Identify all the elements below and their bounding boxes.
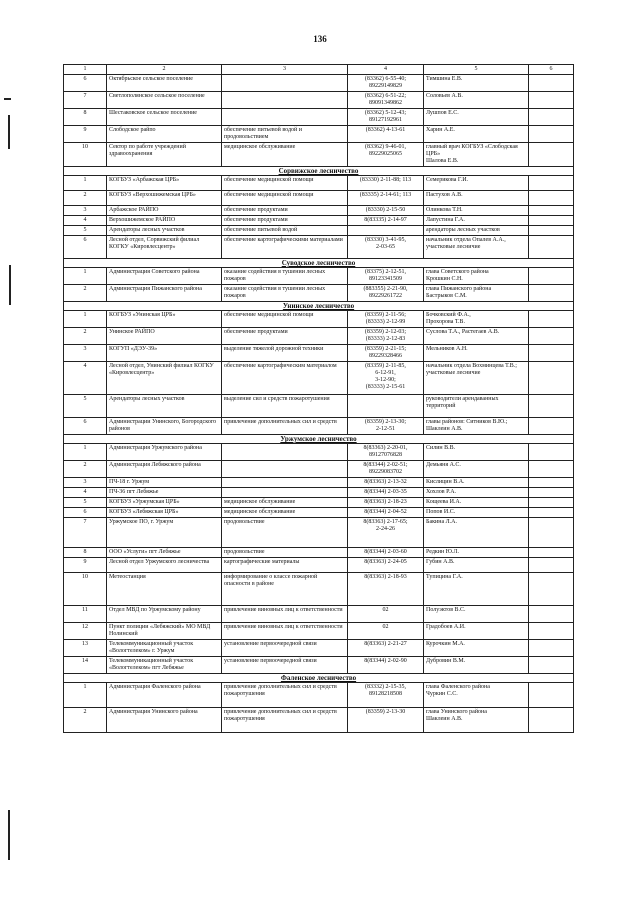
table-row bbox=[64, 395, 574, 418]
organization-name: Октябрьское сельское поселение bbox=[107, 75, 222, 92]
service-type: привлечение дополнительных сил и средств bbox=[222, 418, 348, 435]
organization-name: Администрация Фаленского района bbox=[107, 683, 222, 708]
notes-cell bbox=[529, 143, 574, 167]
phone-number: (83359) 2-13-30; 2-12-51 bbox=[348, 418, 424, 435]
notes-cell bbox=[529, 518, 574, 548]
column-header: 1 bbox=[64, 65, 107, 75]
table-row bbox=[64, 126, 574, 143]
notes-cell bbox=[529, 109, 574, 126]
organization-name: Администрация Лебяжского района bbox=[107, 461, 222, 478]
organization-name: КОГБУЗ «Арбажская ЦРБ» bbox=[107, 176, 222, 191]
row-number: 2 bbox=[64, 328, 107, 345]
contact-person: Губин А.В. bbox=[424, 558, 529, 573]
contact-person: Кислицин В.А. bbox=[424, 478, 529, 488]
row-number: 7 bbox=[64, 92, 107, 109]
contact-person: начальник отдела Вохминцева Т.В.; участковые лесничие bbox=[424, 362, 529, 395]
phone-number: 8(83363) 2-21-27 bbox=[348, 640, 424, 657]
table-row bbox=[64, 191, 574, 206]
organization-name: Арендаторы лесных участков bbox=[107, 395, 222, 418]
service-type: оказание содействия в тушении лесных пожаров bbox=[222, 285, 348, 302]
row-number: 5 bbox=[64, 226, 107, 236]
organization-name: Администрации Унинского, Богородского районов bbox=[107, 418, 222, 435]
row-number: 12 bbox=[64, 623, 107, 640]
phone-number bbox=[348, 226, 424, 236]
row-number: 3 bbox=[64, 478, 107, 488]
organization-name: Лесной отдел, Унинский филиал КОГКУ «Кировлесцентр» bbox=[107, 362, 222, 395]
contact-person: Бочковский Ф.А., Прохорова Т.В. bbox=[424, 311, 529, 328]
phone-number: 8(83344) 2-04-52 bbox=[348, 508, 424, 518]
organization-name: Пункт полиции «Лебяжский» МО МВД Нолинский bbox=[107, 623, 222, 640]
phone-number: (83362) 4-13-61 bbox=[348, 126, 424, 143]
notes-cell bbox=[529, 362, 574, 395]
contact-person: главный врач КОГБУЗ «Слободская ЦРБ» Шалова Е.В. bbox=[424, 143, 529, 167]
phone-number: (83330) 2-11-88; 113 bbox=[348, 176, 424, 191]
table-row bbox=[64, 328, 574, 345]
notes-cell bbox=[529, 216, 574, 226]
notes-cell bbox=[529, 478, 574, 488]
notes-cell bbox=[529, 311, 574, 328]
contact-person: Демьяня А.С. bbox=[424, 461, 529, 478]
organization-name: Лесной отдел, Сорвижский филиал КОГКУ «Кировлесцентр» bbox=[107, 236, 222, 259]
row-number: 2 bbox=[64, 285, 107, 302]
row-number: 2 bbox=[64, 708, 107, 733]
organization-name: Администрация Советского района bbox=[107, 268, 222, 285]
service-type: привлечение виновных лиц к ответственности bbox=[222, 606, 348, 623]
service-type: обеспечение питьевой водой bbox=[222, 226, 348, 236]
notes-cell bbox=[529, 328, 574, 345]
row-number: 8 bbox=[64, 548, 107, 558]
organization-name: Уржумское ПО, г. Уржум bbox=[107, 518, 222, 548]
table-header-row bbox=[64, 65, 574, 75]
table-row bbox=[64, 285, 574, 302]
row-number: 6 bbox=[64, 508, 107, 518]
phone-number: (83362) 9-46-01, 89229025065 bbox=[348, 143, 424, 167]
contact-person: Тимшина Е.В. bbox=[424, 75, 529, 92]
column-header: 5 bbox=[424, 65, 529, 75]
phone-number: (83362) 6-51-22; 89091349862 bbox=[348, 92, 424, 109]
notes-cell bbox=[529, 573, 574, 606]
organization-name: Верхошижемское РАЙПО bbox=[107, 216, 222, 226]
service-type: медицинское обслуживание bbox=[222, 508, 348, 518]
phone-number: (83335) 2-14-61; 113 bbox=[348, 191, 424, 206]
phone-number: 8(83335) 2-14-97 bbox=[348, 216, 424, 226]
organization-name: КОГБУЗ «Уржумская ЦРБ» bbox=[107, 498, 222, 508]
scan-edge-mark bbox=[4, 98, 11, 100]
section-title: Суводское лесничество bbox=[281, 259, 356, 267]
contact-person: руководители арендаванных территорий bbox=[424, 395, 529, 418]
service-type: обеспечение медицинской помощи bbox=[222, 311, 348, 328]
table-body bbox=[64, 65, 574, 733]
row-number: 2 bbox=[64, 461, 107, 478]
contact-person: глава Фаленского района Чуркин С.С. bbox=[424, 683, 529, 708]
service-type: привлечение дополнительных сил и средств пожаротушения bbox=[222, 683, 348, 708]
row-number: 2 bbox=[64, 191, 107, 206]
table-row bbox=[64, 478, 574, 488]
phone-number: (83332) 2-15-35, 89128218508 bbox=[348, 683, 424, 708]
row-number: 1 bbox=[64, 268, 107, 285]
service-type: привлечение дополнительных сил и средств пожаротушения bbox=[222, 708, 348, 733]
section-heading bbox=[64, 167, 574, 176]
section-heading-row bbox=[64, 302, 574, 311]
table-row bbox=[64, 623, 574, 640]
table-row bbox=[64, 461, 574, 478]
contact-person: Олинкова Т.Н. bbox=[424, 206, 529, 216]
row-number: 7 bbox=[64, 518, 107, 548]
row-number: 9 bbox=[64, 126, 107, 143]
organization-name: Арбажское РАЙПО bbox=[107, 206, 222, 216]
notes-cell bbox=[529, 191, 574, 206]
scan-edge-mark bbox=[9, 265, 11, 305]
notes-cell bbox=[529, 236, 574, 259]
phone-number: (83359) 2-11-56; (83333) 2-12-99 bbox=[348, 311, 424, 328]
notes-cell bbox=[529, 345, 574, 362]
organization-name: Лесной отдел Уржумского лесничества bbox=[107, 558, 222, 573]
organization-name: КОГБУЗ «Унинская ЦРБ» bbox=[107, 311, 222, 328]
row-number: 4 bbox=[64, 362, 107, 395]
row-number: 1 bbox=[64, 176, 107, 191]
phone-number: (83362) 6-55-40; 89229149829 bbox=[348, 75, 424, 92]
service-type: обеспечение картографическим материалом bbox=[222, 362, 348, 395]
service-type bbox=[222, 109, 348, 126]
table-row bbox=[64, 226, 574, 236]
row-number: 8 bbox=[64, 109, 107, 126]
notes-cell bbox=[529, 623, 574, 640]
organization-name: Арендаторы лесных участков bbox=[107, 226, 222, 236]
row-number: 6 bbox=[64, 75, 107, 92]
contact-person: Лушпов Е.С. bbox=[424, 109, 529, 126]
table-row bbox=[64, 518, 574, 548]
phone-number: (83359) 2-21-15; 89229328466 bbox=[348, 345, 424, 362]
service-type: обеспечение продуктами bbox=[222, 206, 348, 216]
organization-name: Светлополянское сельское поселение bbox=[107, 92, 222, 109]
notes-cell bbox=[529, 640, 574, 657]
contact-person: Силин В.В. bbox=[424, 444, 529, 461]
contact-person: Харин А.Е. bbox=[424, 126, 529, 143]
notes-cell bbox=[529, 508, 574, 518]
resources-table bbox=[63, 64, 574, 733]
notes-cell bbox=[529, 606, 574, 623]
service-type bbox=[222, 75, 348, 92]
table-row bbox=[64, 573, 574, 606]
contact-person: Соловьев А.В. bbox=[424, 92, 529, 109]
phone-number: (83362) 5-12-43; 89127192961 bbox=[348, 109, 424, 126]
row-number: 5 bbox=[64, 498, 107, 508]
row-number: 4 bbox=[64, 488, 107, 498]
service-type: картографические материалы bbox=[222, 558, 348, 573]
row-number: 1 bbox=[64, 444, 107, 461]
table-row bbox=[64, 508, 574, 518]
row-number: 6 bbox=[64, 418, 107, 435]
section-title: Унинское лесничество bbox=[282, 302, 355, 310]
notes-cell bbox=[529, 268, 574, 285]
organization-name: Унинское РАЙПО bbox=[107, 328, 222, 345]
organization-name: КОГБУЗ «Лебяжская ЦРБ» bbox=[107, 508, 222, 518]
organization-name: Администрация Унинского района bbox=[107, 708, 222, 733]
notes-cell bbox=[529, 657, 574, 674]
phone-number: (83359) 2-13-30 bbox=[348, 708, 424, 733]
service-type: обеспечение питьевой водой и продовольствием bbox=[222, 126, 348, 143]
service-type: медицинское обслуживание bbox=[222, 498, 348, 508]
contact-person: глава Унинского района Шаклеин А.В. bbox=[424, 708, 529, 733]
scan-edge-mark bbox=[8, 115, 10, 149]
table-row bbox=[64, 268, 574, 285]
phone-number: 02 bbox=[348, 623, 424, 640]
service-type: продовольствие bbox=[222, 548, 348, 558]
column-header: 4 bbox=[348, 65, 424, 75]
phone-number: 8(83363) 2-18-23 bbox=[348, 498, 424, 508]
organization-name: КОГУП «ДЭУ-39» bbox=[107, 345, 222, 362]
service-type: выделение сил и средств пожаротушения bbox=[222, 395, 348, 418]
table-row bbox=[64, 345, 574, 362]
organization-name: Сектор по работе учреждений здравоохранения bbox=[107, 143, 222, 167]
notes-cell bbox=[529, 558, 574, 573]
organization-name: ООО «Услуги» пгт Лебяжье bbox=[107, 548, 222, 558]
table-row bbox=[64, 143, 574, 167]
table-row bbox=[64, 606, 574, 623]
service-type bbox=[222, 92, 348, 109]
notes-cell bbox=[529, 206, 574, 216]
service-type bbox=[222, 488, 348, 498]
row-number: 14 bbox=[64, 657, 107, 674]
row-number: 10 bbox=[64, 143, 107, 167]
table-row bbox=[64, 683, 574, 708]
service-type: обеспечение картографическими материалами bbox=[222, 236, 348, 259]
contact-person: Полуэктов В.С. bbox=[424, 606, 529, 623]
phone-number: 8(83344) 2-03-35 bbox=[348, 488, 424, 498]
notes-cell bbox=[529, 285, 574, 302]
organization-name: Слободское райпо bbox=[107, 126, 222, 143]
table-row bbox=[64, 548, 574, 558]
table-row bbox=[64, 216, 574, 226]
phone-number: (883355) 2-21-90, 89229261722 bbox=[348, 285, 424, 302]
row-number: 1 bbox=[64, 683, 107, 708]
table-row bbox=[64, 657, 574, 674]
contact-person: Тупицина Г.А. bbox=[424, 573, 529, 606]
service-type: выделение тяжелой дорожной техники bbox=[222, 345, 348, 362]
row-number: 3 bbox=[64, 345, 107, 362]
organization-name: Администрация Уржумского района bbox=[107, 444, 222, 461]
contact-person: Мельников А.Н. bbox=[424, 345, 529, 362]
notes-cell bbox=[529, 498, 574, 508]
phone-number: 8(83363) 2-17-65; 2-24-26 bbox=[348, 518, 424, 548]
service-type: привлечение виновных лиц к ответственности bbox=[222, 623, 348, 640]
phone-number: (83330) 2-15-50 bbox=[348, 206, 424, 216]
phone-number: 8(83363) 2-18-93 bbox=[348, 573, 424, 606]
contact-person: Дубровин В.М. bbox=[424, 657, 529, 674]
contact-person: Курочкин М.А. bbox=[424, 640, 529, 657]
service-type: продовольствие bbox=[222, 518, 348, 548]
service-type bbox=[222, 461, 348, 478]
page-number: 136 bbox=[313, 34, 327, 44]
organization-name: Администрация Пижанского района bbox=[107, 285, 222, 302]
row-number: 3 bbox=[64, 206, 107, 216]
contact-person: Семерикова Г.И. bbox=[424, 176, 529, 191]
phone-number: 8(83344) 2-02-51; 89229083702 bbox=[348, 461, 424, 478]
contact-person: глава Советского района Крошкин С.Н. bbox=[424, 268, 529, 285]
table-row bbox=[64, 92, 574, 109]
notes-cell bbox=[529, 708, 574, 733]
service-type bbox=[222, 478, 348, 488]
contact-person: Бакина Л.А. bbox=[424, 518, 529, 548]
notes-cell bbox=[529, 395, 574, 418]
contact-person: Попов И.С. bbox=[424, 508, 529, 518]
notes-cell bbox=[529, 126, 574, 143]
table-row bbox=[64, 640, 574, 657]
service-type: установление первоочередной связи bbox=[222, 657, 348, 674]
notes-cell bbox=[529, 461, 574, 478]
section-heading-row bbox=[64, 674, 574, 683]
organization-name: ПЧ-36 пгт Лебяжье bbox=[107, 488, 222, 498]
section-heading-row bbox=[64, 167, 574, 176]
phone-number: 8(83344) 2-02-90 bbox=[348, 657, 424, 674]
section-title: Сорвижское лесничество bbox=[278, 167, 359, 175]
service-type: обеспечение продуктами bbox=[222, 328, 348, 345]
contact-person: Хохлов Р.А. bbox=[424, 488, 529, 498]
column-header: 3 bbox=[222, 65, 348, 75]
service-type: установление первоочередной связи bbox=[222, 640, 348, 657]
phone-number: 8(83363) 2-13-32 bbox=[348, 478, 424, 488]
notes-cell bbox=[529, 683, 574, 708]
organization-name: Телекоммуникационный участок «Вологтелеком» пгт Лебяжье bbox=[107, 657, 222, 674]
notes-cell bbox=[529, 75, 574, 92]
section-heading bbox=[64, 674, 574, 683]
column-header: 6 bbox=[529, 65, 574, 75]
organization-name: Отдел МВД по Уржумскому району bbox=[107, 606, 222, 623]
organization-name: ПЧ-18 г. Уржум bbox=[107, 478, 222, 488]
service-type: оказание содействия в тушении лесных пожаров bbox=[222, 268, 348, 285]
section-heading bbox=[64, 259, 574, 268]
section-title: Уржумское лесничество bbox=[280, 435, 357, 443]
table-row bbox=[64, 109, 574, 126]
phone-number bbox=[348, 395, 424, 418]
contact-person: Кощеева И.А. bbox=[424, 498, 529, 508]
table-row bbox=[64, 311, 574, 328]
service-type: обеспечение продуктами bbox=[222, 216, 348, 226]
table-row bbox=[64, 708, 574, 733]
contact-person: Суслова Т.А., Растегаев А.В. bbox=[424, 328, 529, 345]
service-type: информирование о классе пожарной опасности в районе bbox=[222, 573, 348, 606]
contact-person: главы районов: Ситников В.Ю.; Шаклеин А.В. bbox=[424, 418, 529, 435]
section-heading bbox=[64, 302, 574, 311]
table-row bbox=[64, 75, 574, 92]
notes-cell bbox=[529, 418, 574, 435]
table-row bbox=[64, 362, 574, 395]
phone-number: (83359) 2-12-03; (83333) 2-12-83 bbox=[348, 328, 424, 345]
service-type: обеспечение медицинской помощи bbox=[222, 176, 348, 191]
section-heading bbox=[64, 435, 574, 444]
table-row bbox=[64, 558, 574, 573]
phone-number: (83330) 3-41-95, 2-03-65 bbox=[348, 236, 424, 259]
notes-cell bbox=[529, 176, 574, 191]
table-row bbox=[64, 236, 574, 259]
notes-cell bbox=[529, 548, 574, 558]
notes-cell bbox=[529, 444, 574, 461]
contact-person: арендаторы лесных участков bbox=[424, 226, 529, 236]
contact-person: Пастухов А.В. bbox=[424, 191, 529, 206]
section-title: Фаленское лесничество bbox=[280, 674, 357, 682]
row-number: 13 bbox=[64, 640, 107, 657]
row-number: 6 bbox=[64, 236, 107, 259]
phone-number: (83375) 2-12-51, 89123341509 bbox=[348, 268, 424, 285]
row-number: 4 bbox=[64, 216, 107, 226]
phone-number: 02 bbox=[348, 606, 424, 623]
service-type: медицинское обслуживание bbox=[222, 143, 348, 167]
contact-person: Редкин Ю.Л. bbox=[424, 548, 529, 558]
section-heading-row bbox=[64, 259, 574, 268]
row-number: 9 bbox=[64, 558, 107, 573]
notes-cell bbox=[529, 488, 574, 498]
phone-number: 8(83363) 2-20-01, 89127076828 bbox=[348, 444, 424, 461]
organization-name: КОГБУЗ «Верхошижемская ЦРБ» bbox=[107, 191, 222, 206]
row-number: 5 bbox=[64, 395, 107, 418]
organization-name: Телекоммуникационный участок «Вологтелеком» г. Уржум bbox=[107, 640, 222, 657]
contact-person: Градобоев А.И. bbox=[424, 623, 529, 640]
row-number: 10 bbox=[64, 573, 107, 606]
organization-name: Шестаковское сельское поселение bbox=[107, 109, 222, 126]
row-number: 11 bbox=[64, 606, 107, 623]
service-type bbox=[222, 444, 348, 461]
table-row bbox=[64, 418, 574, 435]
row-number: 1 bbox=[64, 311, 107, 328]
phone-number: (83359) 2-11-85, 6-12-91, 3-12-90; (83333) 2-15-61 bbox=[348, 362, 424, 395]
column-header: 2 bbox=[107, 65, 222, 75]
contact-person: глава Пижанского района Бастрыков С.М. bbox=[424, 285, 529, 302]
notes-cell bbox=[529, 226, 574, 236]
section-heading-row bbox=[64, 435, 574, 444]
contact-person: начальник отдела Опалев А.А., участковые лесничие bbox=[424, 236, 529, 259]
contact-person: Лапустина Г.А. bbox=[424, 216, 529, 226]
table-row bbox=[64, 488, 574, 498]
phone-number: 8(83363) 2-24-05 bbox=[348, 558, 424, 573]
service-type: обеспечение медицинской помощи bbox=[222, 191, 348, 206]
table-row bbox=[64, 444, 574, 461]
phone-number: 8(83344) 2-03-60 bbox=[348, 548, 424, 558]
table-row bbox=[64, 498, 574, 508]
table-row bbox=[64, 176, 574, 191]
scan-edge-mark bbox=[8, 810, 10, 860]
notes-cell bbox=[529, 92, 574, 109]
table-row bbox=[64, 206, 574, 216]
organization-name: Метеостанция bbox=[107, 573, 222, 606]
